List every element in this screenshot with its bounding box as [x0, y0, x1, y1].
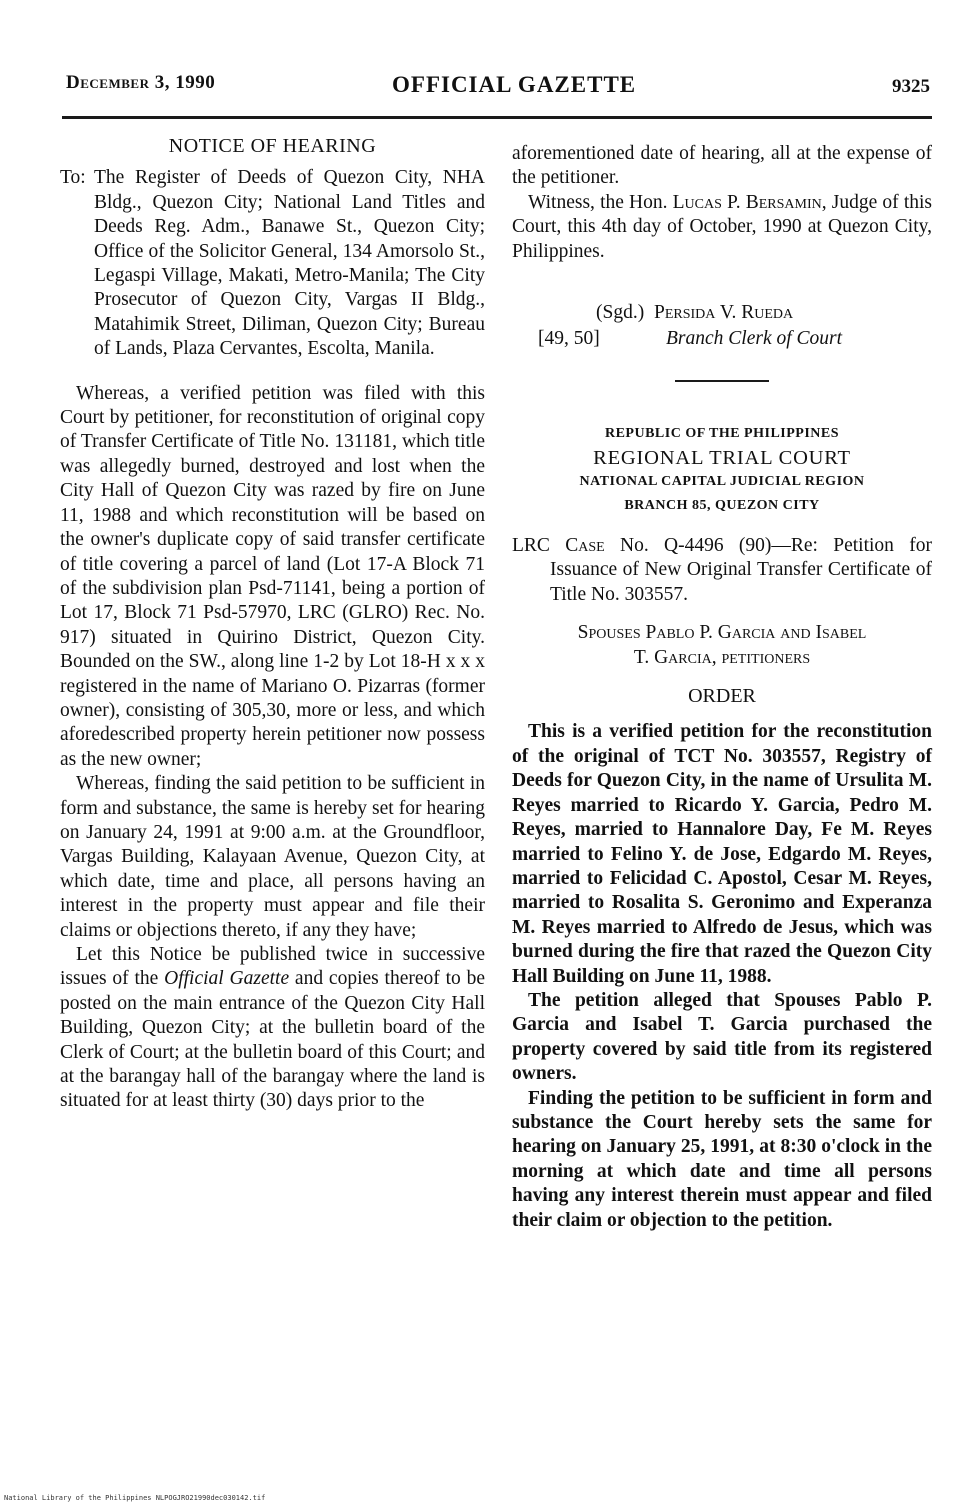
reference-number: [49, 50]: [538, 328, 600, 350]
order-title: ORDER: [688, 685, 756, 708]
notice-paragraph-1: Whereas, a verified petition was filed with this Court by petitioner, for reconstitution of original copy of Transfer Certificate of Title No. 131181, which title was allegedly burned, destroyed and lost when the City Hall of Quezon City was razed by fire on June 11, 1988 and which reconstitution will be based on the owner's duplicate copy of said transfer certificate of title covering a parcel of land (Lot 17-A Block 71 of the subdivision plan Psd-71141, being a portion of Lot 17, Block 71 Psd-57970, LRC (GLRO) Rec. No. 917) situated in Quirino District, Quezon City. Bounded on the SW., along line 1-2 by Lot 18-H x x x registered in the name of Mariano O. Pizarras (former owner), consisting of 305,30, more or less, and which aforedescribed property herein petitioner now possess as the new owner;: [60, 382, 485, 770]
signature-block: [512, 300, 932, 352]
header-title: OFFICIAL GAZETTE: [392, 72, 637, 97]
notice-paragraph-2: Whereas, finding the said petition to be sufficient in form and substance, the same is hereby set for hearing on January 24, 1991 at 9:00 a.m. at the Groundfloor, Vargas Building, Kalayaan Avenue, Quezon City, at which date, time and place, all persons having an interest in the property must appear and file their claims or objections thereto, if any they have;: [60, 773, 485, 941]
header-page-number: 9325: [892, 76, 930, 97]
header-date: December 3, 1990: [66, 72, 216, 93]
signatory-name: Persida V. Rueda: [653, 302, 794, 324]
petitioners: Spouses Pablo P. Garcia and Isabel T. Garcia, petitioners: [577, 622, 867, 668]
court-region: NATIONAL CAPITAL JUDICIAL REGION: [579, 474, 865, 490]
court-republic: REPUBLIC OF THE PHILIPPINES: [604, 426, 840, 442]
notice-paragraph-3-end: aforementioned date of hearing, all at the expense of the petitioner.: [512, 143, 932, 189]
scan-source-id: National Library of the Philippines NLPOGJRO21990dec030142.tif: [4, 1494, 266, 1502]
header-rule: [62, 116, 932, 119]
notice-title: NOTICE OF HEARING: [168, 135, 377, 157]
to-text: The Register of Deeds of Quezon City, NHA Bldg., Quezon City; National Land Titles and Deeds Reg. Adm., Banawe St., Quezon City; Office of the Solicitor General, 134 Amorsolo St., Legaspi Village, Makati, Metro-Manila; The City Prosecutor of Quezon City, Vargas II Bldg., Matahimik Street, Diliman, Quezon City; Bureau of Lands, Plaza Cervantes, Escolta, Manila.: [94, 167, 485, 360]
section-divider: [675, 380, 769, 382]
signatory-title: Branch Clerk of Court: [666, 328, 843, 350]
notice-addressees: [60, 166, 485, 361]
order-paragraph-1: This is a verified petition for the reconstitution of the original of TCT No. 303557, Registry of Deeds for Quezon City, in the name of Ursulita M. Reyes married to Ricardo Y. Garcia, Pedro M. Reyes, married to Hannalore Day, Fe M. Reyes married to Felino Y. de Jose, Edgardo M. Reyes, married to Felicidad C. Apostol, Cesar M. Reyes, married to Rosalita S. Geronimo and Experanza M. Reyes married to Alfredo de Jesus, which was burned during the fire that razed the Quezon City Hall Building on June 11, 1988.: [512, 721, 932, 987]
sgd-label: (Sgd.): [596, 302, 645, 324]
to-label: To:: [60, 167, 86, 189]
court-branch: BRANCH 85, QUEZON CITY: [624, 498, 820, 514]
court-name: REGIONAL TRIAL COURT: [593, 447, 851, 470]
case-caption: LRC Case No. Q-4496 (90)—Re: Petition for Issuance of New Original Transfer Certificate of Title No. 303557.: [512, 535, 932, 605]
notice-paragraph-3-start: Let this Notice be published twice in successive issues of the Official Gazette and copies thereof to be posted on the main entrance of the Quezon City Hall Building, Quezon City; at the bulletin board of the Clerk of Court; at the bulletin board of this Court; and at the barangay hall of the barangay where the land is situated for at least thirty (30) days prior to the: [60, 944, 485, 1112]
order-paragraph-2: The petition alleged that Spouses Pablo P. Garcia and Isabel T. Garcia purchased the property covered by said title from its registered owners.: [512, 989, 932, 1085]
right-column: [512, 142, 932, 1233]
order-paragraph-3: Finding the petition to be sufficient in form and substance the Court hereby sets the same for hearing on January 25, 1991, at 8:30 o'clock in the morning at which date and time all persons having any interest therein must appear and filed their claim or objection to the petition.: [512, 1087, 932, 1231]
left-column: [60, 134, 485, 1114]
witness-paragraph: Witness, the Hon. Lucas P. Bersamin, Judge of this Court, this 4th day of October, 1990 at Quezon City, Philippines.: [512, 191, 932, 262]
